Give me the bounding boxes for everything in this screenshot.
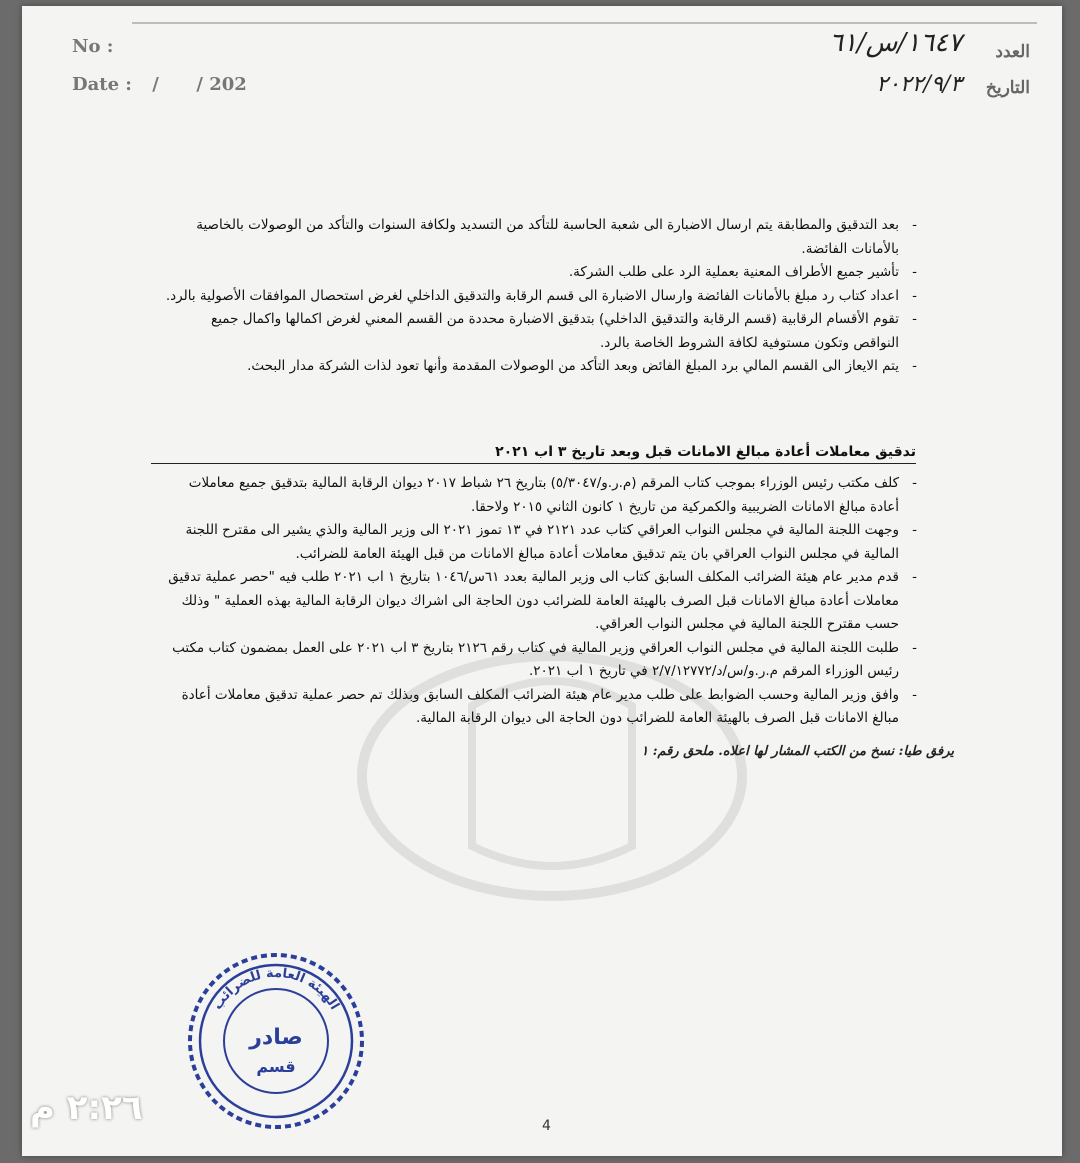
procedure-item: - اعداد كتاب رد مبلغ بالأمانات الفائضة وارسال الاضبارة الى قسم الرقابة والتدقيق الداخلي لغرض استحصال الموافقات الأصولية بالرد.	[164, 285, 899, 309]
section-title: تدقيق معاملات أعادة مبالغ الامانات قبل وبعد تاريخ ٣ اب ٢٠٢١	[151, 444, 916, 464]
audit-item: - وافق وزير المالية وحسب الضوابط على طلب مدير عام هيئة الضرائب المكلف السابق وبذلك تم حصر عملية تدقيق معاملات أعادة مبالغ الامانات قبل الصرف بالهيئة العامة للضرائب دون الحاجة الى ديوان الرقابة المالية.	[164, 684, 899, 731]
header-date-label-text: Date :	[72, 74, 132, 95]
header-date-label-ar: التاريخ	[985, 78, 1030, 98]
procedure-item: - بعد التدقيق والمطابقة يتم ارسال الاضبارة الى شعبة الحاسبة للتأكد من التسديد ولكافة السنوات والتأكد من الوصولات بالخاصية بالأمانات الفائضة.	[164, 214, 899, 261]
procedure-item: - تقوم الأقسام الرقابية (قسم الرقابة والتدقيق الداخلي) بتدقيق الاضبارة محددة من القسم المعني لغرض اكمالها واكمال جميع النواقص وتكون مستوفية لكافة الشروط الخاصة بالرد.	[164, 308, 899, 355]
header-date-value: / / 202	[152, 74, 247, 95]
page-number: 4	[542, 1118, 551, 1134]
header-date-label	[72, 74, 247, 95]
audit-item: - قدم مدير عام هيئة الضرائب المكلف السابق كتاب الى وزير المالية بعدد ٦١س/١٠٤٦ بتاريخ ١ اب ٢٠٢١ طلب فيه "حصر عملية تدقيق معاملات أعادة مبالغ الامانات قبل الصرف بالهيئة العامة للضرائب دون الحاجة الى اشراك ديوان الرقابة المالية بهذه العملية " وذلك حسب مقترح اللجنة المالية في مجلس النواب العراقي.	[164, 566, 899, 637]
audit-history-list	[164, 472, 919, 731]
attachment-note: يرفق طيا: نسخ من الكتب المشار لها اعلاه. ملحق رقم: ١	[641, 744, 954, 759]
procedure-item: - تأشير جميع الأطراف المعنية بعملية الرد على طلب الشركة.	[164, 261, 899, 285]
status-time: ٢:٢٦ م	[30, 1088, 143, 1128]
stamp-center-text: صادر	[249, 1025, 303, 1050]
stamp-bottom-text: قسم	[256, 1057, 296, 1076]
header-number-label-ar: العدد	[995, 42, 1030, 62]
audit-item: - طلبت اللجنة المالية في مجلس النواب العراقي وزير المالية في كتاب رقم ٢١٢٦ بتاريخ ٣ اب ٢٠٢١ على العمل بمضمون كتاب مكتب رئيس الوزراء المرقم م.ر.و/س/د/٢/٧/١٢٧٧٢ في تاريخ ١ اب ٢٠٢١.	[164, 637, 899, 684]
header-no-label: No :	[72, 36, 114, 57]
official-stamp-icon	[184, 946, 369, 1136]
procedure-item: - يتم الايعاز الى القسم المالي برد المبلغ الفائض وبعد التأكد من الوصولات المقدمة وأنها تعود لذات الشركة مدار البحث.	[164, 355, 899, 379]
audit-item: - كلف مكتب رئيس الوزراء بموجب كتاب المرقم (م.ر.و/٥/٣٠٤٧) بتاريخ ٢٦ شباط ٢٠١٧ ديوان الرقابة المالية بتدقيق جميع معاملات أعادة مبالغ الامانات الضريبية والكمركية من تاريخ ١ كانون الثاني ٢٠١٥ ولاحقا.	[164, 472, 899, 519]
audit-item: - وجهت اللجنة المالية في مجلس النواب العراقي كتاب عدد ٢١٢١ في ١٣ تموز ٢٠٢١ الى وزير المالية والذي يشير الى مقترح اللجنة المالية في مجلس النواب العراقي بان يتم تدقيق معاملات أعادة مبالغ الامانات من قبل الهيئة العامة للضرائب.	[164, 519, 899, 566]
header-number-handwritten: ١٦٤٧/س/٦١	[828, 28, 962, 58]
stamp-arc-text: الهيئة العامة للضرائب	[210, 965, 342, 1013]
header-date-handwritten: ٢٠٢٢/٩/٣	[876, 72, 962, 97]
header-rule	[132, 22, 1037, 24]
procedure-list	[164, 214, 919, 379]
document-page	[22, 6, 1062, 1156]
